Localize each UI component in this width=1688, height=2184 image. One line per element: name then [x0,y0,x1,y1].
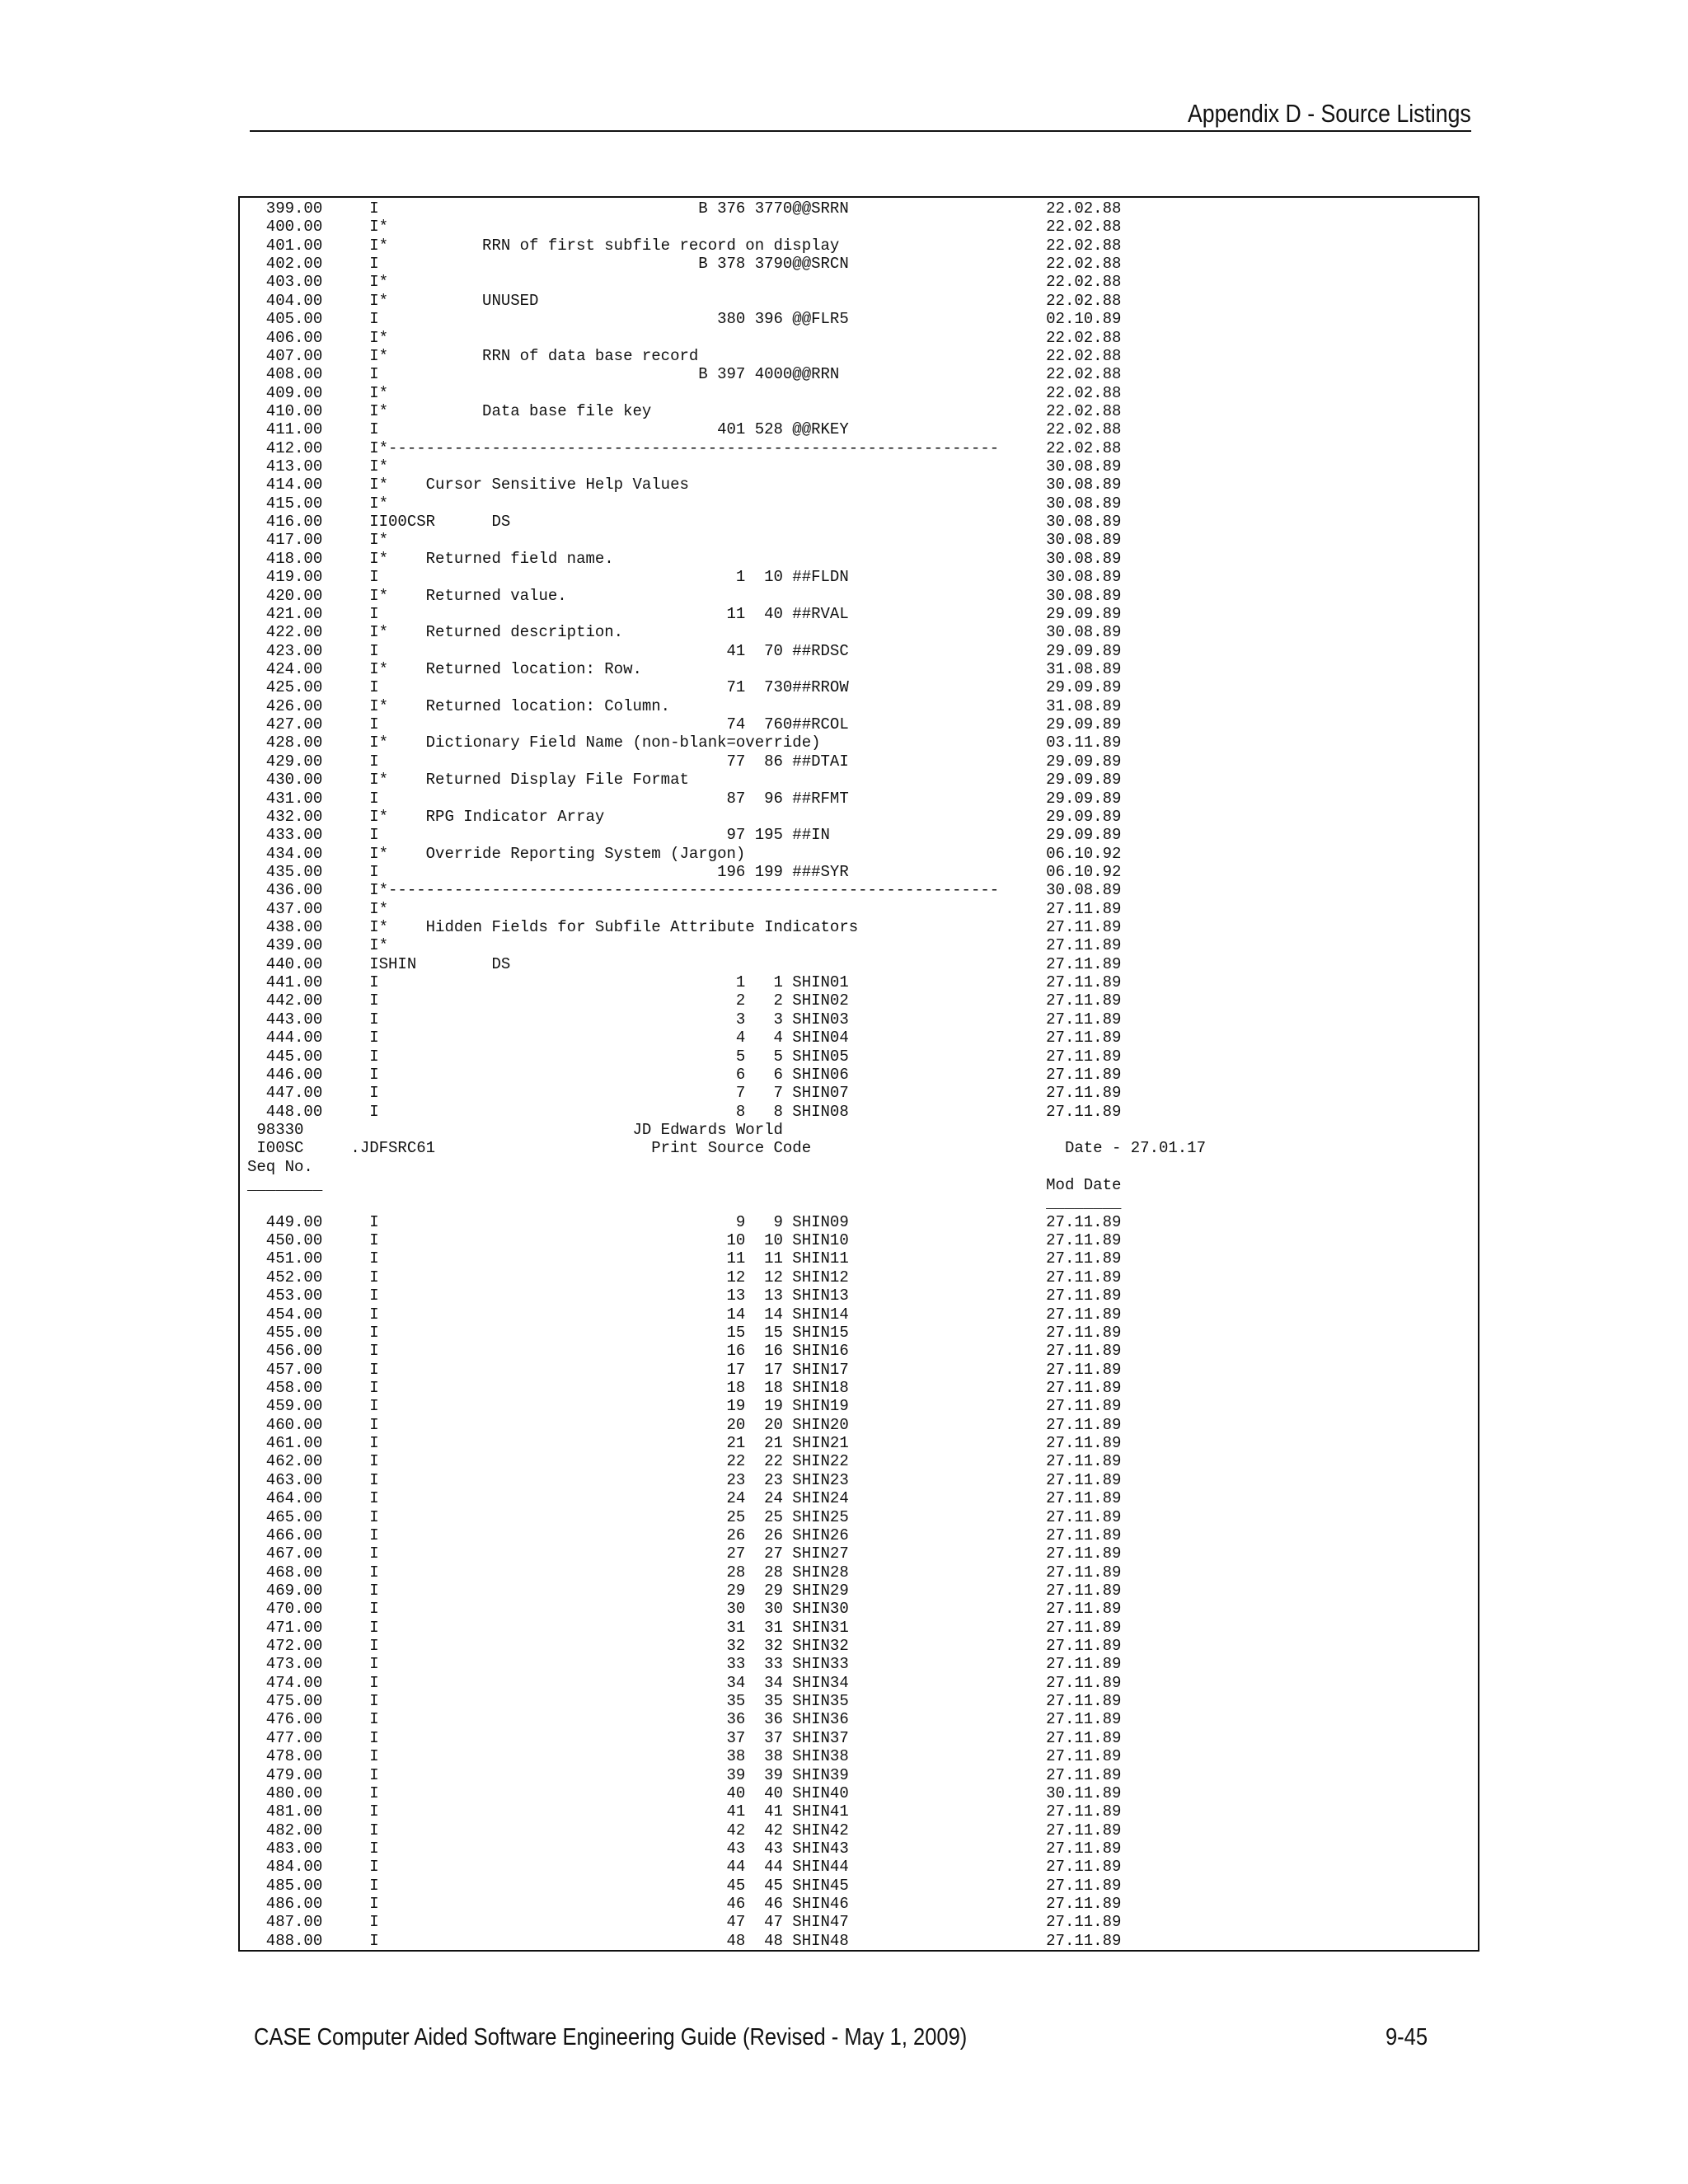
listing-line: 437.00 I* 27.11.89 [247,899,1122,918]
listing-line: 436.00 I*----------------------------------------------------------------- 30.08.89 [247,881,1122,900]
listing-line: ________ Mod Date [247,1176,1122,1195]
listing-line: 446.00 I 6 6 SHIN06 27.11.89 [247,1065,1122,1084]
listing-line: 462.00 I 22 22 SHIN22 27.11.89 [247,1452,1122,1471]
listing-line: 461.00 I 21 21 SHIN21 27.11.89 [247,1434,1122,1453]
listing-line: 447.00 I 7 7 SHIN07 27.11.89 [247,1084,1122,1103]
listing-line: 463.00 I 23 23 SHIN23 27.11.89 [247,1470,1122,1489]
listing-line: 442.00 I 2 2 SHIN02 27.11.89 [247,991,1122,1010]
listing-line: 408.00 I B 397 4000@@RRN 22.02.88 [247,365,1122,384]
listing-line: 426.00 I* Returned location: Column. 31.08.89 [247,696,1122,715]
listing-line: 435.00 I 196 199 ###SYR 06.10.92 [247,862,1122,881]
listing-line: ________ [247,1194,1122,1213]
listing-line: 409.00 I* 22.02.88 [247,383,1122,402]
listing-line: 411.00 I 401 528 @@RKEY 22.02.88 [247,420,1122,439]
listing-line: 483.00 I 43 43 SHIN43 27.11.89 [247,1839,1122,1858]
listing-line: 468.00 I 28 28 SHIN28 27.11.89 [247,1563,1122,1582]
footer-page-number: 9-45 [1385,2024,1428,2050]
listing-line: 401.00 I* RRN of first subfile record on display 22.02.88 [247,236,1122,255]
listing-line: 440.00 ISHIN DS 27.11.89 [247,954,1122,973]
listing-line: 459.00 I 19 19 SHIN19 27.11.89 [247,1397,1122,1416]
listing-line: 445.00 I 5 5 SHIN05 27.11.89 [247,1047,1122,1066]
listing-line: 422.00 I* Returned description. 30.08.89 [247,623,1122,642]
listing-line: 419.00 I 1 10 ##FLDN 30.08.89 [247,568,1122,587]
page-header-title: Appendix D - Source Listings [1188,99,1471,128]
listing-line: 425.00 I 71 730##RROW 29.09.89 [247,678,1122,697]
listing-line: 451.00 I 11 11 SHIN11 27.11.89 [247,1249,1122,1268]
listing-line: 421.00 I 11 40 ##RVAL 29.09.89 [247,604,1122,623]
listing-line: 412.00 I*----------------------------------------------------------------- 22.02.88 [247,438,1122,457]
page-header [250,97,1471,132]
listing-line: 488.00 I 48 48 SHIN48 27.11.89 [247,1931,1122,1950]
listing-line: 449.00 I 9 9 SHIN09 27.11.89 [247,1212,1122,1231]
listing-line: 431.00 I 87 96 ##RFMT 29.09.89 [247,789,1122,808]
listing-line: 465.00 I 25 25 SHIN25 27.11.89 [247,1507,1122,1526]
listing-line: 405.00 I 380 396 @@FLR5 02.10.89 [247,310,1122,329]
listing-line: 455.00 I 15 15 SHIN15 27.11.89 [247,1323,1122,1342]
listing-line: 482.00 I 42 42 SHIN42 27.11.89 [247,1821,1122,1840]
listing-line: 477.00 I 37 37 SHIN37 27.11.89 [247,1728,1122,1747]
listing-line: 404.00 I* UNUSED 22.02.88 [247,291,1122,310]
listing-line: 476.00 I 36 36 SHIN36 27.11.89 [247,1710,1122,1729]
listing-line: 416.00 II00CSR DS 30.08.89 [247,513,1122,532]
listing-line: 469.00 I 29 29 SHIN29 27.11.89 [247,1581,1122,1600]
listing-line: 423.00 I 41 70 ##RDSC 29.09.89 [247,641,1122,660]
listing-line: 487.00 I 47 47 SHIN47 27.11.89 [247,1913,1122,1932]
listing-line: 464.00 I 24 24 SHIN24 27.11.89 [247,1489,1122,1508]
listing-line: 441.00 I 1 1 SHIN01 27.11.89 [247,973,1122,992]
listing-line: 452.00 I 12 12 SHIN12 27.11.89 [247,1268,1122,1286]
listing-line: 443.00 I 3 3 SHIN03 27.11.89 [247,1010,1122,1029]
listing-line: 410.00 I* Data base file key 22.02.88 [247,401,1122,420]
listing-line: 407.00 I* RRN of data base record 22.02.88 [247,346,1122,365]
listing-line: 434.00 I* Override Reporting System (Jargon) 06.10.92 [247,844,1122,863]
listing-line: 417.00 I* 30.08.89 [247,531,1122,550]
listing-line: 474.00 I 34 34 SHIN34 27.11.89 [247,1673,1122,1692]
listing-line: 429.00 I 77 86 ##DTAI 29.09.89 [247,752,1122,771]
listing-line: 457.00 I 17 17 SHIN17 27.11.89 [247,1360,1122,1379]
listing-line: 427.00 I 74 760##RCOL 29.09.89 [247,715,1122,734]
page-footer [254,2024,1428,2057]
listing-line: 400.00 I* 22.02.88 [247,218,1122,237]
listing-line: 444.00 I 4 4 SHIN04 27.11.89 [247,1029,1122,1047]
listing-line: 485.00 I 45 45 SHIN45 27.11.89 [247,1876,1122,1895]
listing-line: 399.00 I B 376 3770@@SRRN 22.02.88 [247,199,1122,218]
listing-line: Seq No. [247,1157,313,1176]
listing-line: 406.00 I* 22.02.88 [247,328,1122,347]
listing-line: 432.00 I* RPG Indicator Array 29.09.89 [247,807,1122,826]
listing-line: 424.00 I* Returned location: Row. 31.08.89 [247,659,1122,678]
listing-line: I00SC .JDFSRC61 Print Source Code Date - 27.01.17 [247,1139,1206,1158]
listing-line: 454.00 I 14 14 SHIN14 27.11.89 [247,1305,1122,1324]
listing-line: 484.00 I 44 44 SHIN44 27.11.89 [247,1858,1122,1877]
listing-line: 414.00 I* Cursor Sensitive Help Values 30.08.89 [247,476,1122,494]
listing-line: 480.00 I 40 40 SHIN40 30.11.89 [247,1783,1122,1802]
listing-line: 448.00 I 8 8 SHIN08 27.11.89 [247,1102,1122,1121]
listing-line: 415.00 I* 30.08.89 [247,494,1122,513]
listing-line: 481.00 I 41 41 SHIN41 27.11.89 [247,1802,1122,1821]
listing-line: 458.00 I 18 18 SHIN18 27.11.89 [247,1379,1122,1397]
source-listing [247,199,1467,1950]
footer-document-title: CASE Computer Aided Software Engineering Guide (Revised - May 1, 2009) [254,2024,968,2050]
listing-line: 473.00 I 33 33 SHIN33 27.11.89 [247,1655,1122,1674]
listing-line: 430.00 I* Returned Display File Format 29.09.89 [247,771,1122,790]
listing-line: 467.00 I 27 27 SHIN27 27.11.89 [247,1544,1122,1563]
listing-line: 456.00 I 16 16 SHIN16 27.11.89 [247,1342,1122,1361]
listing-line: 453.00 I 13 13 SHIN13 27.11.89 [247,1286,1122,1305]
listing-line: 428.00 I* Dictionary Field Name (non-blank=override) 03.11.89 [247,733,1122,752]
listing-line: 413.00 I* 30.08.89 [247,457,1122,476]
listing-line: 472.00 I 32 32 SHIN32 27.11.89 [247,1637,1122,1656]
listing-line: 486.00 I 46 46 SHIN46 27.11.89 [247,1895,1122,1914]
listing-line: 475.00 I 35 35 SHIN35 27.11.89 [247,1692,1122,1711]
listing-line: 402.00 I B 378 3790@@SRCN 22.02.88 [247,255,1122,274]
listing-line: 418.00 I* Returned field name. 30.08.89 [247,549,1122,568]
listing-line: 479.00 I 39 39 SHIN39 27.11.89 [247,1765,1122,1784]
listing-line: 438.00 I* Hidden Fields for Subfile Attribute Indicators 27.11.89 [247,918,1122,937]
listing-line: 433.00 I 97 195 ##IN 29.09.89 [247,826,1122,845]
listing-line: 450.00 I 10 10 SHIN10 27.11.89 [247,1231,1122,1250]
listing-line: 403.00 I* 22.02.88 [247,273,1122,292]
listing-line: 466.00 I 26 26 SHIN26 27.11.89 [247,1526,1122,1544]
listing-line: 460.00 I 20 20 SHIN20 27.11.89 [247,1415,1122,1434]
listing-line: 471.00 I 31 31 SHIN31 27.11.89 [247,1618,1122,1637]
listing-line: 478.00 I 38 38 SHIN38 27.11.89 [247,1747,1122,1766]
listing-line: 439.00 I* 27.11.89 [247,936,1122,955]
listing-line: 470.00 I 30 30 SHIN30 27.11.89 [247,1600,1122,1619]
listing-line: 420.00 I* Returned value. 30.08.89 [247,586,1122,605]
listing-line: 98330 JD Edwards World [247,1120,783,1139]
